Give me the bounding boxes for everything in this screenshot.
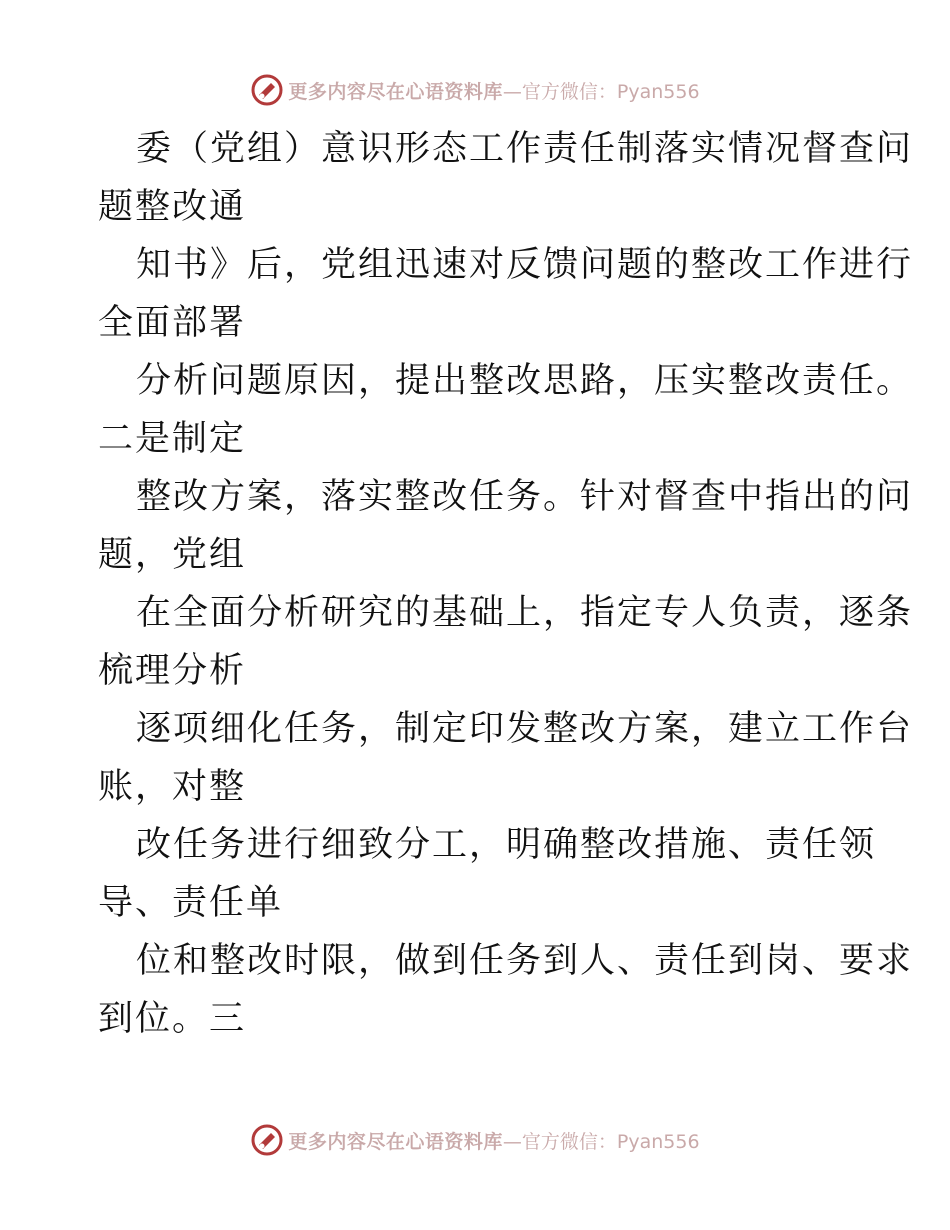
text-line: 梳理分析 — [98, 651, 247, 691]
text-line: 到位。三 — [98, 999, 247, 1039]
text-line: 逐项细化任务，制定印发整改方案，建立工作台 — [136, 709, 914, 749]
text-line: 题，党组 — [98, 535, 247, 575]
text-line: 二是制定 — [98, 419, 247, 459]
text-line: 账，对整 — [98, 767, 247, 807]
text-line: 全面部署 — [98, 303, 247, 343]
watermark-wechat-text: —官方微信：Pyan556 — [502, 1130, 700, 1153]
logo-icon — [250, 1123, 284, 1157]
footer-watermark — [0, 1120, 950, 1160]
text-line: 在全面分析研究的基础上，指定专人负责，逐条 — [136, 593, 914, 633]
text-line: 改任务进行细致分工，明确整改措施、责任领 — [136, 825, 877, 865]
document-body — [98, 120, 914, 1048]
header-watermark — [0, 70, 950, 110]
text-line: 知书》后，党组迅速对反馈问题的整改工作进行 — [136, 245, 914, 285]
watermark-site-text: 更多内容尽在心语资料库 — [288, 1130, 503, 1153]
text-line: 整改方案，落实整改任务。针对督查中指出的问 — [136, 477, 914, 517]
watermark-site-text: 更多内容尽在心语资料库 — [288, 80, 503, 103]
watermark-wechat-text: —官方微信：Pyan556 — [502, 80, 700, 103]
logo-icon — [250, 73, 284, 107]
text-line: 位和整改时限，做到任务到人、责任到岗、要求 — [136, 941, 914, 981]
text-line: 委（党组）意识形态工作责任制落实情况督查问 — [136, 129, 914, 169]
text-line: 分析问题原因，提出整改思路，压实整改责任。 — [136, 361, 914, 401]
text-line: 题整改通 — [98, 187, 247, 227]
text-line: 导、责任单 — [98, 883, 284, 923]
